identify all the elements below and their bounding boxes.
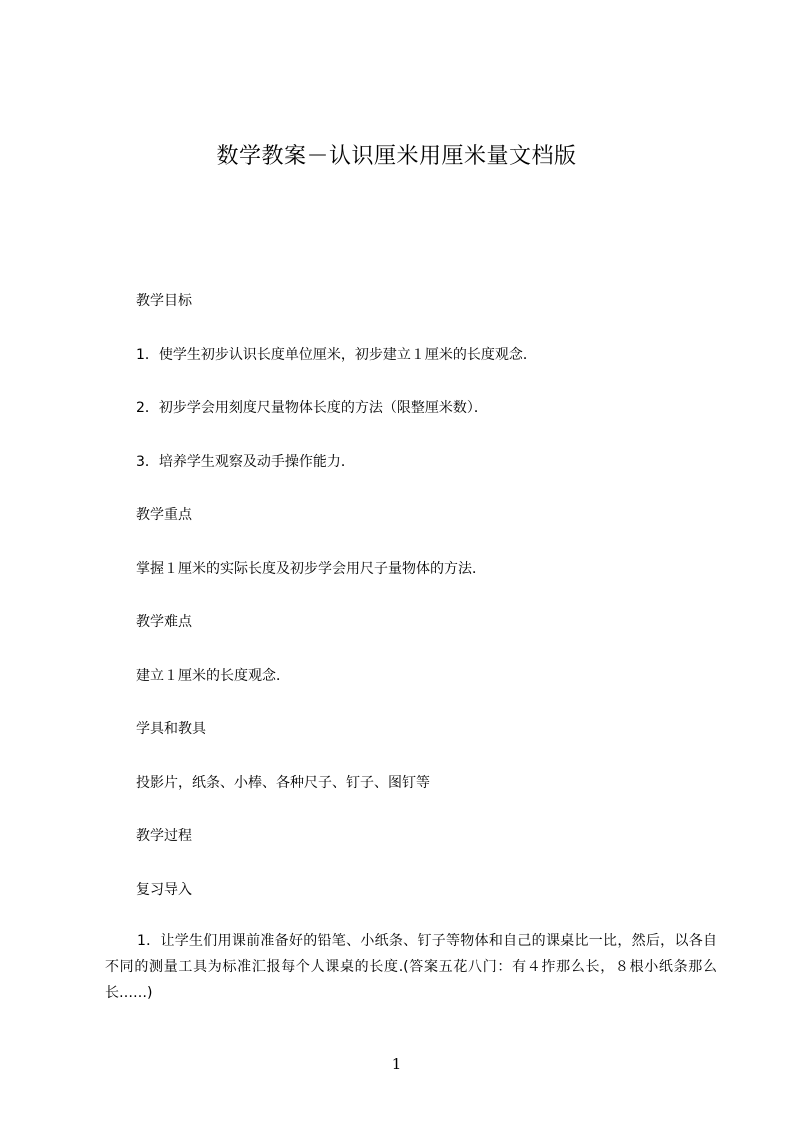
section-heading-tools: 学具和教具 — [136, 721, 206, 737]
section-heading-key-points: 教学重点 — [136, 507, 192, 523]
document-title: 数学教案－认识厘米用厘米量文档版 — [216, 144, 577, 169]
key-point-text: 掌握１厘米的实际长度及初步学会用尺子量物体的方法． — [136, 561, 486, 577]
page-number: 1 — [391, 1055, 402, 1073]
subsection-heading-review: 复习导入 — [136, 882, 192, 898]
objective-item-3: 3．培养学生观察及动手操作能力． — [136, 454, 355, 470]
review-paragraph: 1．让学生们用课前准备好的铅笔、小纸条、钉子等物体和自己的课桌比一比，然后，以各自不同的测量工具为标准汇报每个人课桌的长度.(答案五花八门：有４拃那么长，８根小纸条那么长……) — [105, 933, 717, 1001]
section-heading-objectives: 教学目标 — [136, 293, 192, 309]
difficulty-text: 建立１厘米的长度观念． — [136, 668, 290, 684]
section-heading-process: 教学过程 — [136, 828, 192, 844]
objective-item-2: 2．初步学会用刻度尺量物体长度的方法（限整厘米数）． — [136, 400, 488, 416]
objective-item-1: 1．使学生初步认识长度单位厘米，初步建立１厘米的长度观念． — [136, 347, 537, 363]
tools-text: 投影片，纸条、小棒、各种尺子、钉子、图钉等 — [136, 775, 430, 791]
section-heading-difficulties: 教学难点 — [136, 614, 192, 630]
